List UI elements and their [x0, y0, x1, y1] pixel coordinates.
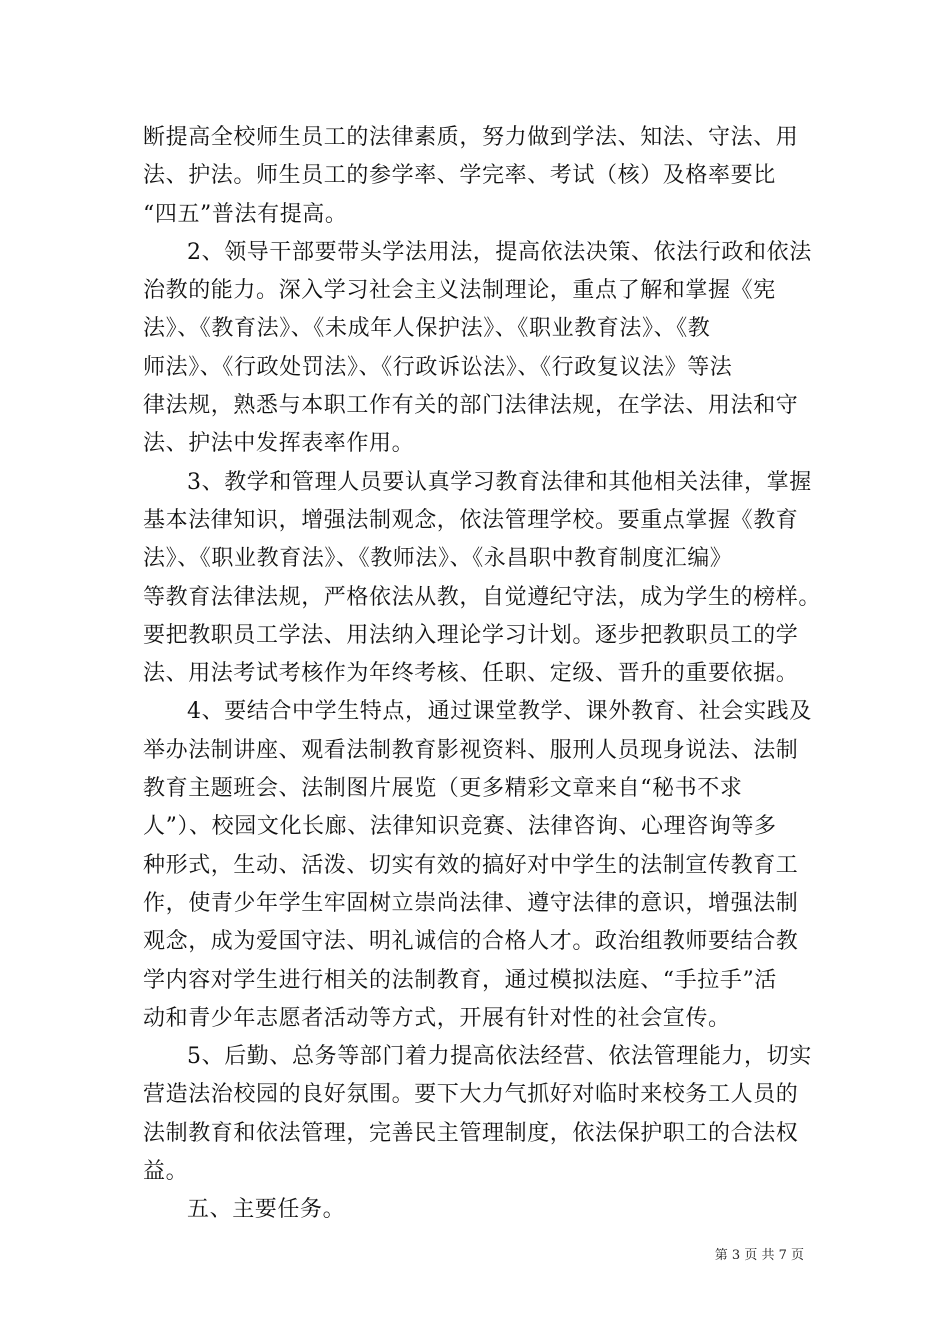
text-line: 种形式，生动、活泼、切实有效的搞好对中学生的法制宣传教育工: [143, 852, 799, 878]
text-line: 法制教育和依法管理，完善民主管理制度，依法保护职工的合法权: [143, 1120, 799, 1146]
text-line: 法、用法考试考核作为年终考核、任职、定级、晋升的重要依据。: [143, 661, 799, 687]
text-line: 师法》、《行政处罚法》、《行政诉讼法》、《行政复议法》等法: [143, 354, 733, 380]
text-line: 人”）、校园文化长廊、法律知识竞赛、法律咨询、心理咨询等多: [143, 814, 777, 840]
text-line: 教育主题班会、法制图片展览（更多精彩文章来自“秘书不求: [143, 776, 743, 802]
text-line: 法、护法中发挥表率作用。: [143, 431, 415, 457]
document-body: [143, 119, 822, 1230]
text-line: 法、护法。师生员工的参学率、学完率、考试（核）及格率要比: [143, 163, 776, 189]
text-line: 举办法制讲座、观看法制教育影视资料、服刑人员现身说法、法制: [143, 737, 799, 763]
text-line: 作，使青少年学生牢固树立崇尚法律、遵守法律的意识，增强法制: [143, 890, 799, 916]
page-number: 第 3 页 共 7 页: [714, 1248, 804, 1263]
text-line: 基本法律知识，增强法制观念，依法管理学校。要重点掌握《教育: [143, 507, 799, 533]
text-line: 律法规，熟悉与本职工作有关的部门法律法规，在学法、用法和守: [143, 393, 799, 419]
text-line: 动和青少年志愿者活动等方式，开展有针对性的社会宣传。: [143, 1005, 731, 1031]
text-line: “四五”普法有提高。: [143, 201, 348, 227]
text-line: 断提高全校师生员工的法律素质，努力做到学法、知法、守法、用: [143, 125, 799, 150]
text-line: 学内容对学生进行相关的法制教育，通过模拟法庭、“手拉手”活: [143, 967, 777, 993]
text-line: 观念，成为爱国守法、明礼诚信的合格人才。政治组教师要结合教: [143, 929, 799, 955]
section-heading: 五、主要任务。: [187, 1197, 346, 1223]
text-line: 治教的能力。深入学习社会主义法制理论，重点了解和掌握《宪: [143, 278, 776, 304]
text-line: 益。: [143, 1159, 189, 1185]
text-line: 等教育法律法规，严格依法从教，自觉遵纪守法，成为学生的榜样。: [143, 584, 822, 610]
paragraph-start-line: 3、教学和管理人员要认真学习教育法律和其他相关法律，掌握: [187, 469, 812, 495]
text-line: 营造法治校园的良好氛围。要下大力气抓好对临时来校务工人员的: [143, 1082, 799, 1108]
paragraph-start-line: 2、领导干部要带头学法用法，提高依法决策、依法行政和依法: [187, 239, 812, 265]
text-line: 法》、《职业教育法》、《教师法》、《永昌职中教育制度汇编》: [143, 546, 733, 572]
paragraph-start-line: 4、要结合中学生特点，通过课堂教学、课外教育、社会实践及: [187, 699, 812, 725]
paragraph-start-line: 5、后勤、总务等部门着力提高依法经营、依法管理能力，切实: [187, 1044, 812, 1070]
text-line: 法》、《教育法》、《未成年人保护法》、《职业教育法》、《教: [143, 316, 711, 342]
text-line: 要把教职员工学法、用法纳入理论学习计划。逐步把教职员工的学: [143, 622, 799, 648]
